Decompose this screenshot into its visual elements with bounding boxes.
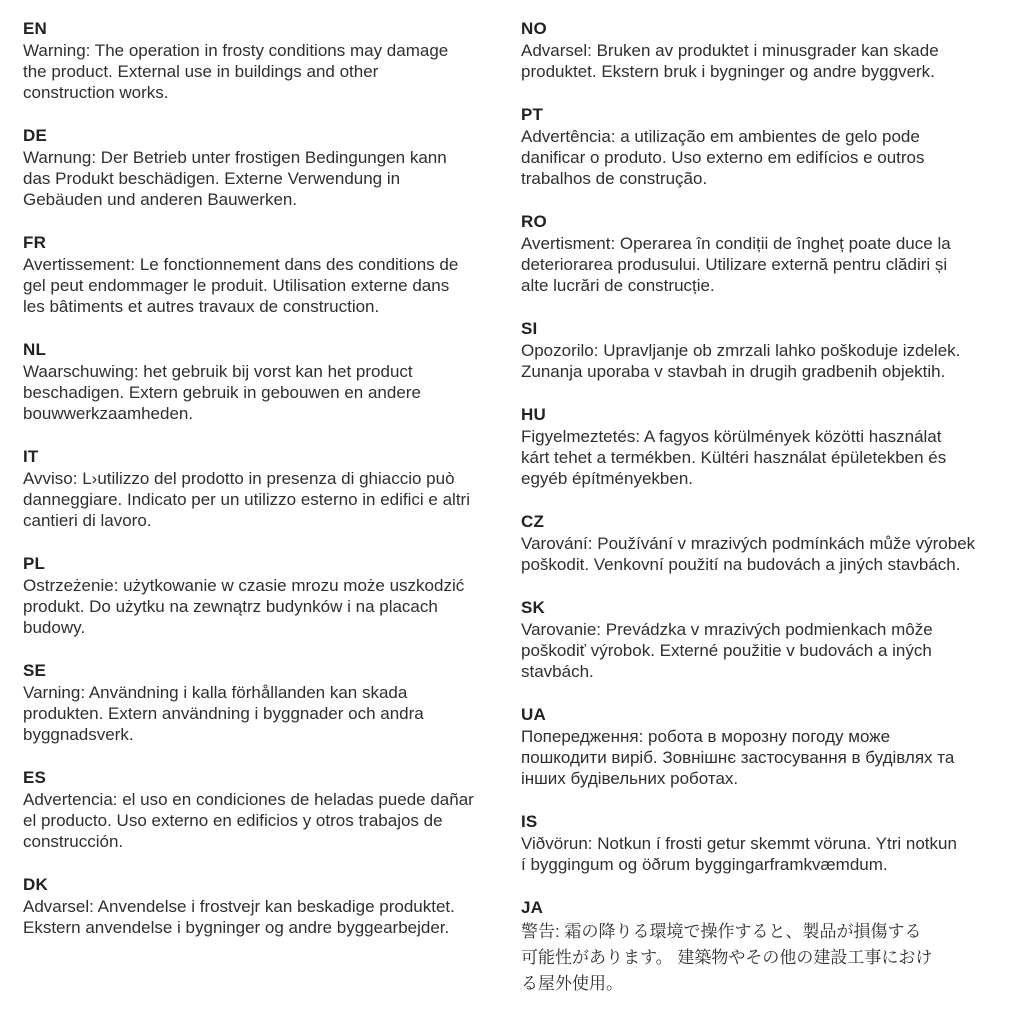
warning-text	[23, 789, 511, 852]
warning-text	[521, 919, 1009, 997]
language-section-ro	[521, 211, 1009, 296]
right-column	[521, 18, 1009, 1024]
warning-text-line: Avviso: L›utilizzo del prodotto in presenza di ghiaccio può	[23, 469, 455, 488]
warning-text	[521, 619, 1009, 682]
warning-text-line: í byggingum og öðrum byggingarframkvæmdum.	[521, 855, 888, 874]
warning-text-line: egyéb építményekben.	[521, 469, 694, 488]
warning-text-line: Advertencia: el uso en condiciones de heladas puede dañar	[23, 790, 474, 809]
language-code: EN	[23, 19, 48, 38]
warning-text-line: пошкодити виріб. Зовнішнє застосування в будівлях та	[521, 748, 955, 767]
language-code: ES	[23, 768, 47, 787]
language-code: FR	[23, 233, 47, 252]
warning-text	[521, 126, 1009, 189]
warning-text-line: る屋外使用。	[521, 974, 623, 993]
warning-text	[521, 340, 1009, 382]
warning-text	[23, 896, 511, 938]
warning-text-line: Zunanja uporaba v stavbah in drugih gradbenih objektih.	[521, 362, 946, 381]
warning-text-line: trabalhos de construção.	[521, 169, 708, 188]
language-section-pt	[521, 104, 1009, 189]
language-section-sk	[521, 597, 1009, 682]
warning-text	[23, 468, 511, 531]
warning-text-line: Ekstern anvendelse i bygninger og andre byggearbejder.	[23, 918, 450, 937]
warning-text	[521, 40, 1009, 82]
language-section-si	[521, 318, 1009, 382]
warning-text-line: Warnung: Der Betrieb unter frostigen Bedingungen kann	[23, 148, 447, 167]
warning-text-line: construction works.	[23, 83, 169, 102]
warning-text-line: produktet. Ekstern bruk i bygninger og andre byggverk.	[521, 62, 935, 81]
warning-text-line: Varování: Používání v mrazivých podmínkách může výrobek	[521, 534, 976, 553]
language-code: SI	[521, 319, 538, 338]
left-column	[23, 18, 511, 1024]
warning-text	[521, 533, 1009, 575]
warning-text-line: danneggiare. Indicato per un utilizzo esterno in edifici e altri	[23, 490, 470, 509]
language-code: NO	[521, 19, 547, 38]
warning-text-line: Figyelmeztetés: A fagyos körülmények közötti használat	[521, 427, 942, 446]
warning-text-line: 警告: 霜の降りる環境で操作すると、製品が損傷する	[521, 922, 922, 941]
warning-text-line: bouwwerkzaamheden.	[23, 404, 194, 423]
warning-text-line: poškodit. Venkovní použití na budovách a jiných stavbách.	[521, 555, 961, 574]
warning-text-line: інших будівельних роботах.	[521, 769, 739, 788]
language-code: CZ	[521, 512, 545, 531]
language-code: IT	[23, 447, 39, 466]
language-code: PL	[23, 554, 46, 573]
language-section-de	[23, 125, 511, 210]
warning-text-line: budowy.	[23, 618, 86, 637]
language-code: HU	[521, 405, 546, 424]
language-section-no	[521, 18, 1009, 82]
warning-text	[521, 426, 1009, 489]
warning-text	[23, 682, 511, 745]
warning-text-line: Попередження: робота в морозну погоду може	[521, 727, 891, 746]
language-section-es	[23, 767, 511, 852]
warning-text-line: les bâtiments et autres travaux de construction.	[23, 297, 380, 316]
language-code: JA	[521, 898, 544, 917]
warning-text-line: cantieri di lavoro.	[23, 511, 152, 530]
warning-text-line: kárt tehet a termékben. Kültéri használat épületekben és	[521, 448, 947, 467]
warning-text	[23, 254, 511, 317]
warning-text	[23, 147, 511, 210]
warning-text-line: Advertência: a utilização em ambientes de gelo pode	[521, 127, 920, 146]
warning-text-line: beschadigen. Extern gebruik in gebouwen en andere	[23, 383, 421, 402]
warning-text	[23, 575, 511, 638]
warning-text-line: Advarsel: Anvendelse i frostvejr kan beskadige produktet.	[23, 897, 455, 916]
language-section-hu	[521, 404, 1009, 489]
warning-text-line: Opozorilo: Upravljanje ob zmrzali lahko poškoduje izdelek.	[521, 341, 961, 360]
warning-text-line: Warning: The operation in frosty conditions may damage	[23, 41, 449, 60]
language-section-dk	[23, 874, 511, 938]
warning-text	[521, 726, 1009, 789]
language-code: SK	[521, 598, 546, 617]
warning-text	[521, 833, 1009, 875]
language-code: UA	[521, 705, 546, 724]
warning-text-line: gel peut endommager le produit. Utilisation externe dans	[23, 276, 450, 295]
language-section-pl	[23, 553, 511, 638]
warning-text-line: Avertissement: Le fonctionnement dans des conditions de	[23, 255, 459, 274]
language-section-ua	[521, 704, 1009, 789]
warning-text	[521, 233, 1009, 296]
warning-text-line: alte lucrări de construcție.	[521, 276, 715, 295]
language-code: IS	[521, 812, 538, 831]
language-section-is	[521, 811, 1009, 875]
language-section-ja	[521, 897, 1009, 997]
language-code: PT	[521, 105, 544, 124]
language-code: SE	[23, 661, 47, 680]
language-code: RO	[521, 212, 547, 231]
language-code: NL	[23, 340, 47, 359]
warning-text-line: Avertisment: Operarea în condiții de îngheț poate duce la	[521, 234, 951, 253]
warning-text-line: deteriorarea produsului. Utilizare externă pentru clădiri și	[521, 255, 948, 274]
warning-text-line: Viðvörun: Notkun í frosti getur skemmt vöruna. Ytri notkun	[521, 834, 957, 853]
language-section-cz	[521, 511, 1009, 575]
warning-text-line: Waarschuwing: het gebruik bij vorst kan het product	[23, 362, 413, 381]
warning-text-line: the product. External use in buildings and other	[23, 62, 379, 81]
language-section-it	[23, 446, 511, 531]
warning-text-line: Varovanie: Prevádzka v mrazivých podmienkach môže	[521, 620, 933, 639]
warning-text-line: Gebäuden und anderen Bauwerken.	[23, 190, 298, 209]
warning-text-line: stavbách.	[521, 662, 594, 681]
warning-text-line: Ostrzeżenie: użytkowanie w czasie mrozu może uszkodzić	[23, 576, 465, 595]
language-code: DK	[23, 875, 48, 894]
warning-text-line: produkt. Do użytku na zewnątrz budynków i na placach	[23, 597, 438, 616]
warning-text-line: el producto. Uso externo en edificios y otros trabajos de	[23, 811, 443, 830]
language-section-se	[23, 660, 511, 745]
warning-text-line: construcción.	[23, 832, 124, 851]
warning-text-line: poškodiť výrobok. Externé použitie v budovách a iných	[521, 641, 932, 660]
language-section-fr	[23, 232, 511, 317]
warning-text-line: produkten. Extern användning i byggnader och andra	[23, 704, 424, 723]
language-section-nl	[23, 339, 511, 424]
warning-text-line: byggnadsverk.	[23, 725, 134, 744]
language-section-en	[23, 18, 511, 103]
warning-text-line: Advarsel: Bruken av produktet i minusgrader kan skade	[521, 41, 939, 60]
warning-text-line: danificar o produto. Uso externo em edifícios e outros	[521, 148, 925, 167]
warning-text-line: 可能性があります。 建築物やその他の建設工事におけ	[521, 948, 933, 967]
warning-text	[23, 361, 511, 424]
warning-text	[23, 40, 511, 103]
warning-text-line: Varning: Användning i kalla förhållanden kan skada	[23, 683, 408, 702]
warning-text-line: das Produkt beschädigen. Externe Verwendung in	[23, 169, 401, 188]
language-code: DE	[23, 126, 48, 145]
